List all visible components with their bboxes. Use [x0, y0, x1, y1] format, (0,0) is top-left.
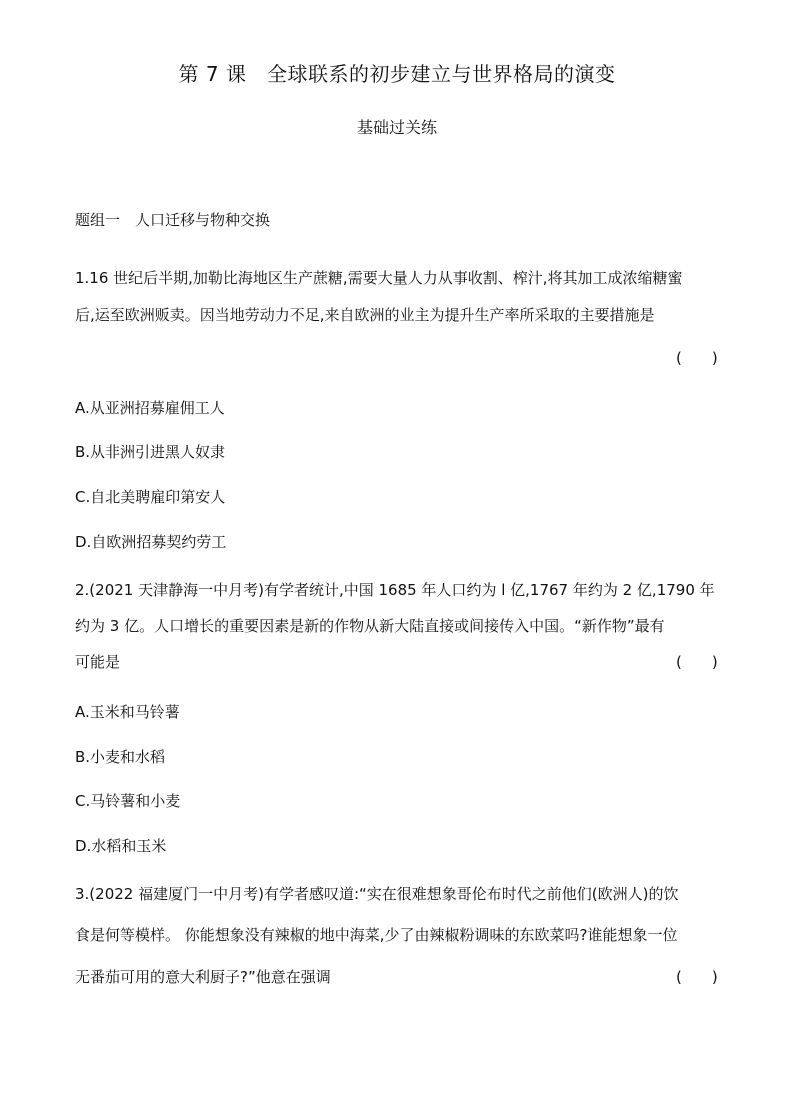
- question-2-answer-blank: ( ): [676, 653, 718, 671]
- question-2-line-1: 2.(2021 天津静海一中月考)有学者统计,中国 1685 年人口约为 l 亿,1767 年约为 2 亿,1790 年: [75, 581, 715, 599]
- question-group-heading: 题组一 人口迁移与物种交换: [75, 211, 271, 229]
- question-2-line-3: 可能是: [75, 653, 121, 671]
- question-3-line-1: 3.(2022 福建厦门一中月考)有学者感叹道:“实在很难想象哥伦布时代之前他们(欧洲人)的饮: [75, 885, 679, 903]
- question-3-line-3: 无番茄可用的意大利厨子?”他意在强调: [75, 968, 331, 986]
- question-1-line-2: 后,运至欧洲贩卖。因当地劳动力不足,来自欧洲的业主为提升生产率所采取的主要措施是: [75, 306, 655, 324]
- question-2-option-c: C.马铃薯和小麦: [75, 792, 181, 810]
- question-1-option-d: D.自欧洲招募契约劳工: [75, 533, 227, 551]
- question-1-option-b: B.从非洲引进黑人奴隶: [75, 443, 226, 461]
- question-2-line-2: 约为 3 亿。人口增长的重要因素是新的作物从新大陆直接或间接传入中国。“新作物”最有: [75, 617, 665, 635]
- question-1-option-c: C.自北美聘雇印第安人: [75, 488, 226, 506]
- question-3-line-2: 食是何等模样。 你能想象没有辣椒的地中海菜,少了由辣椒粉调味的东欧菜吗?谁能想象一位: [75, 926, 678, 944]
- question-2-option-d: D.水稻和玉米: [75, 837, 167, 855]
- question-1-answer-blank: ( ): [676, 349, 718, 367]
- page-title: 第 7 课 全球联系的初步建立与世界格局的演变: [178, 62, 616, 86]
- question-2-option-a: A.玉米和马铃薯: [75, 703, 180, 721]
- question-1-option-a: A.从亚洲招募雇佣工人: [75, 399, 225, 417]
- question-1-line-1: 1.16 世纪后半期,加勒比海地区生产蔗糖,需要大量人力从事收割、榨汁,将其加工成浓缩糖蜜: [75, 269, 683, 287]
- question-2-option-b: B.小麦和水稻: [75, 748, 166, 766]
- page-subtitle: 基础过关练: [356, 118, 437, 137]
- question-3-answer-blank: ( ): [676, 968, 718, 986]
